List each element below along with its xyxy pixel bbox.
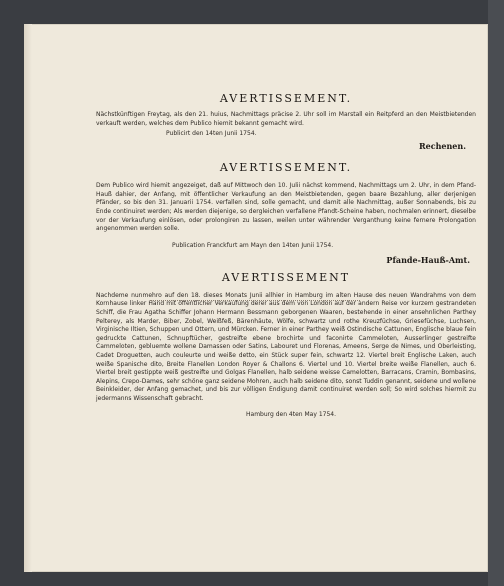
notice-2-signature: Pfande-Hauß-Amt. — [386, 254, 470, 265]
notice-2-heading: AVERTISSEMENT. — [219, 161, 353, 175]
notice-2-text: Dem Publico wird hiemit angezeiget, daß auf Mittwoch den 10. Julii nächst kommend, Nachmittags um 2. Uhr, in dem Pfand-Hauß dahier, der Anfang, mit öffentlicher Verkaufung an den Meistbietenden, gegen baare Bezahlung, aller derjenigen Pfänder, so bis den 31. Januarii 1754. verfallen sind, solle gemacht, und damit alle Nachmittag, außer Sonnabends, bis zu Ende continuiret werden; Als werden diejenige, so dergleichen verfallene Pfandt-Scheine haben, nochmalen erinnert, dieselbe vor der Verkaufung einlösen, oder prolongiren zu lassen, weilen unter währender Verganthung keine fernere Prolongation angenommen werden solle. — [96, 182, 476, 233]
notices-column — [96, 92, 476, 418]
notice-1-heading: AVERTISSEMENT. — [219, 92, 353, 105]
notice-2-publication: Publication Franckfurt am Mayn den 14ten Junii 1754. — [172, 241, 334, 249]
notice-3-text: Nachdeme nunmehro auf den 18. dieses Monats Junii allhier in Hamburg im alten Hause des neuen Wandrahms von dem Kornhause linker Hand mit öffentlicher Verkaufung derer aus dem von London auf der andern Reise vor kurzem gestrandeten Schiff, die Frau Agatha Schiffer Johann Hermann Bessmann geborgenen Waaren, bestehende in einer ansehnlichen Parthey Pelterey, als Marder, Biber, Zobel, Weißfeß, Bärenhäute, Wölfe, schwartz und rothe Kreuzfüchse, Griesefüchse, Luchsen, Virginische Iltien, Schuppen und Ottern, und Mürcken. Ferner in einer Parthey weiß Ostindische Cattunen, Englische blaue fein gedruckte Cattunen, Schnupftücher, gestreifte ebene brochirte und faconirte Cammeloten, Ausserlinger gestreifte Cammeloten, gebluemte wollene Damassen oder Satins, Labouret und Florenas, Ameens, Serge de Nimes, und Oberleisting, Cadet Droguetten, auch couleurte und weiße detto, ein Stück super fein, schwartz 12. Viertel breit Englische Laken, auch weiße Spanische dito, Breite Flanellen London Royer & Challons 6. Viertel und 10. Viertel breite weiße Flanellen, auch 6. Viertel breit gestippte weiß gestreifte und Golgas Flanellen, halb seidene weisse Camelotten, Barracans, Cramin, Bombasins, Alepins, Crepo-Dames, sehr schöne ganz seidene Mohren, auch halb seidene dito, sonst Tuddin genannt, seidene und wollene Beinkleider, der Anfang gemachet, und bis zur völligen Endigung damit continuiret werden soll; So wird solches hiermit zu jedermanns Wissenschaft gebracht. — [96, 291, 476, 402]
page-fold-shadow — [24, 24, 32, 572]
notice-1-text: Nächstkünftigen Freytag, als den 21. huius, Nachmittags präcise 2. Uhr soll im Marstall ein Reitpferd an den Meistbietenden verkauft werden, welches dem Publico hiemit bekannt gemacht wird. — [96, 111, 476, 127]
scanner-edge — [488, 0, 504, 586]
notice-1-publication: Publicirt den 14ten Junii 1754. — [166, 130, 257, 138]
heading-underline — [150, 300, 360, 301]
notice-1-signature: Rechenen. — [418, 141, 466, 152]
notice-3-publication: Hamburg den 4ten May 1754. — [246, 411, 336, 419]
notice-3-heading: AVERTISSEMENT — [221, 270, 351, 284]
